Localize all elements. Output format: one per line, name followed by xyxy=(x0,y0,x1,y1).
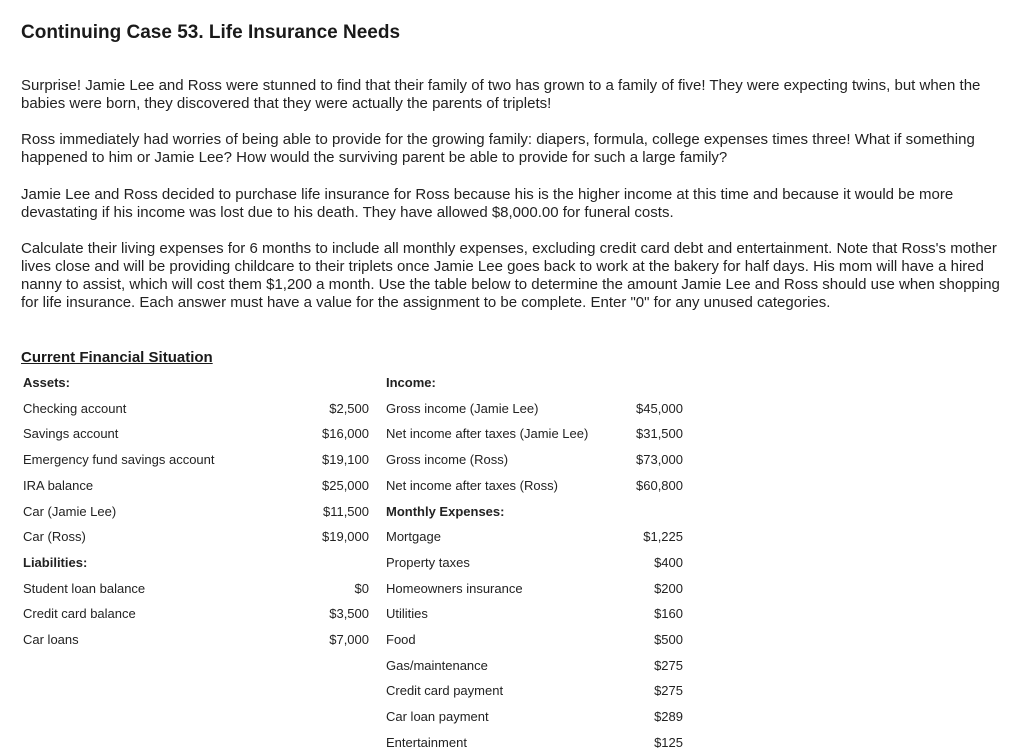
income-expense-value: $275 xyxy=(654,683,683,699)
income-expense-label: Entertainment xyxy=(386,734,467,750)
income-expense-label: Gross income (Jamie Lee) xyxy=(386,400,539,416)
income-expense-label: Utilities xyxy=(386,606,428,622)
asset-liability-label: Car loans xyxy=(23,632,79,647)
paragraph-3: Jamie Lee and Ross decided to purchase life insurance for Ross because his is the higher income at this time and because it would be more devastating if his income was lost due to his death. They have allowed $8,000.00 for funeral costs. xyxy=(21,186,954,221)
section-title: Current Financial Situation xyxy=(21,349,213,366)
asset-liability-value: $7,000 xyxy=(329,632,369,647)
asset-liability-value: $19,100 xyxy=(322,452,369,468)
asset-liability-value: $16,000 xyxy=(322,426,369,442)
paragraph-4: Calculate their living expenses for 6 months to include all monthly expenses, excluding credit card debt and entertainment. Note that Ross's mother lives close and will be providing childcare to their triplets once Jamie Lee goes back to work at the bakery for half days. His mom will have a hired nanny to assist, which will cost them $1,200 a month. Use the table below to determine the amount Jamie Lee and Ross should use when shopping for life insurance. Each answer must have a value for the assignment to be complete. Enter "0" for any unused categories. xyxy=(21,240,1000,311)
asset-liability-label: Car (Ross) xyxy=(23,529,86,545)
paragraph-2: Ross immediately had worries of being able to provide for the growing family: diapers, formula, college expenses times three! What if something happened to him or Jamie Lee? How would the surviving parent be able to provide for such a large family? xyxy=(21,131,975,166)
income-expense-value: $500 xyxy=(654,632,683,647)
income-expense-label: Credit card payment xyxy=(386,683,504,699)
asset-liability-label: Credit card balance xyxy=(23,606,136,622)
table-group-heading: Liabilities: xyxy=(23,554,88,570)
table-group-heading: Assets: xyxy=(23,375,70,390)
asset-liability-label: Savings account xyxy=(23,426,119,442)
income-expense-label: Car loan payment xyxy=(386,709,489,725)
income-expense-value: $45,000 xyxy=(636,400,683,416)
income-expense-label: Gas/maintenance xyxy=(386,657,488,673)
page-title: Continuing Case 53. Life Insurance Needs xyxy=(21,22,401,43)
income-expense-label: Mortgage xyxy=(386,529,441,545)
income-expense-value: $1,225 xyxy=(643,529,683,545)
income-expense-label: Net income after taxes (Ross) xyxy=(386,477,558,493)
income-expense-label: Food xyxy=(386,632,416,647)
asset-liability-label: Checking account xyxy=(23,400,127,416)
income-expense-label: Net income after taxes (Jamie Lee) xyxy=(386,426,589,442)
income-expense-value: $289 xyxy=(654,709,683,725)
income-expense-label: Property taxes xyxy=(386,554,470,570)
table-group-heading: Income: xyxy=(386,375,436,390)
income-expense-label: Homeowners insurance xyxy=(386,580,523,596)
income-expense-value: $125 xyxy=(654,734,683,750)
asset-liability-value: $2,500 xyxy=(329,400,369,416)
asset-liability-label: IRA balance xyxy=(23,477,94,493)
income-expense-value: $73,000 xyxy=(636,452,683,468)
asset-liability-value: $0 xyxy=(354,580,369,596)
asset-liability-label: Student loan balance xyxy=(23,580,146,596)
asset-liability-label: Emergency fund savings account xyxy=(23,452,215,468)
asset-liability-value: $19,000 xyxy=(322,529,369,545)
income-expense-value: $31,500 xyxy=(636,426,683,442)
asset-liability-value: $3,500 xyxy=(329,606,369,622)
income-expense-label: Gross income (Ross) xyxy=(386,452,509,468)
asset-liability-value: $11,500 xyxy=(322,503,369,519)
asset-liability-label: Car (Jamie Lee) xyxy=(23,503,117,519)
income-expense-value: $160 xyxy=(654,606,683,622)
table-group-heading: Monthly Expenses: xyxy=(386,503,505,519)
income-expense-value: $60,800 xyxy=(636,477,683,493)
income-expense-value: $275 xyxy=(654,657,683,673)
paragraph-1: Surprise! Jamie Lee and Ross were stunned to find that their family of two has grown to a family of five! They were expecting twins, but when the babies were born, they discovered that they were actually the parents of triplets! xyxy=(21,77,981,112)
asset-liability-value: $25,000 xyxy=(322,477,369,493)
income-expense-value: $400 xyxy=(654,554,683,570)
income-expense-value: $200 xyxy=(654,580,683,596)
